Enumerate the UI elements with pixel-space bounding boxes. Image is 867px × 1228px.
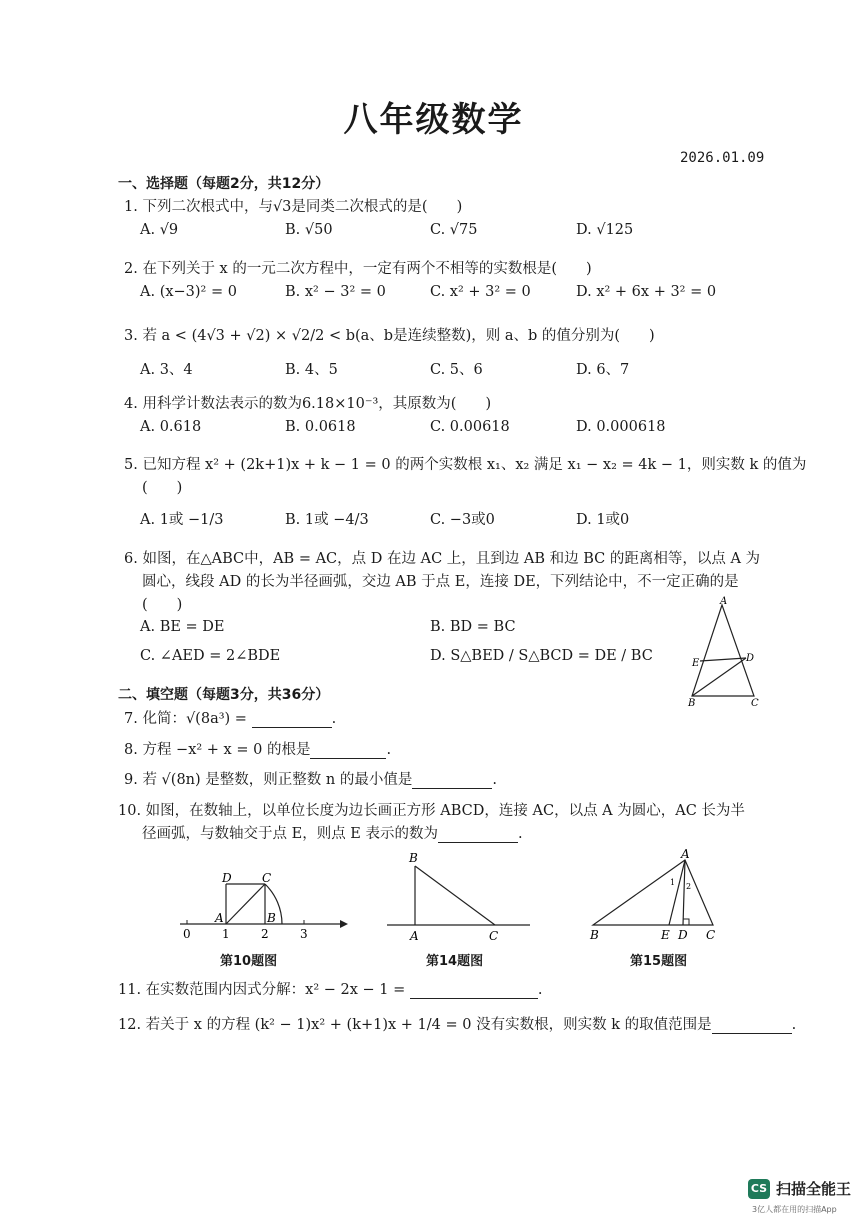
q6-label-a: A bbox=[720, 596, 728, 607]
fig14-label-a: A bbox=[410, 929, 419, 943]
fig10-label-c: C bbox=[262, 871, 272, 885]
q3-option-c: C. 5、6 bbox=[430, 362, 483, 378]
q6-label-c: C bbox=[751, 698, 759, 707]
question-3: 3. 若 a < (4√3 + √2) × √2/2 < b(a、b是连续整数)，则 a、b 的值分别为( ) bbox=[124, 328, 655, 344]
fig14-label-b: B bbox=[409, 851, 418, 865]
scanner-watermark bbox=[748, 1178, 851, 1199]
q12-blank bbox=[712, 1019, 792, 1034]
q5-option-c: C. −3或0 bbox=[430, 512, 495, 528]
question-11: 11. 在实数范围内因式分解：x² − 2x − 1 = . bbox=[118, 982, 543, 998]
q4-option-a: A. 0.618 bbox=[140, 419, 202, 435]
q4-option-d: D. 0.000618 bbox=[576, 419, 666, 435]
exam-date: 2026.01.09 bbox=[680, 150, 765, 166]
q3-option-b: B. 4、5 bbox=[285, 362, 338, 378]
question-2: 2. 在下列关于 x 的一元二次方程中，一定有两个不相等的实数根是( ) bbox=[124, 261, 592, 277]
fig10-tick-2: 2 bbox=[261, 927, 269, 941]
fig10-caption: 第10题图 bbox=[220, 954, 278, 969]
q6-option-b: B. BD = BC bbox=[430, 619, 516, 635]
fig15-angle-2: 2 bbox=[686, 882, 692, 891]
question-5: 5. 已知方程 x² + (2k+1)x + k − 1 = 0 的两个实数根 x₁、x₂ 满足 x₁ − x₂ = 4k − 1，则实数 k 的值为 bbox=[124, 457, 807, 473]
fig15-label-a: A bbox=[681, 847, 690, 861]
q6-label-b: B bbox=[688, 698, 696, 707]
question-8: 8. 方程 −x² + x = 0 的根是 . bbox=[124, 742, 392, 758]
q6-label-e: E bbox=[692, 658, 700, 669]
question-6-paren: ( ) bbox=[142, 597, 183, 613]
fig15-label-c: C bbox=[706, 928, 716, 942]
q1-option-a: A. √9 bbox=[140, 222, 179, 238]
scanner-app-name: 扫描全能王 bbox=[776, 1180, 852, 1198]
fig15-triangle bbox=[585, 845, 725, 943]
q11-blank bbox=[410, 984, 538, 999]
question-12: 12. 若关于 x 的方程 (k² − 1)x² + (k+1)x + 1/4 = 0 没有实数根，则实数 k 的取值范围是 . bbox=[118, 1017, 797, 1033]
q5-option-d: D. 1或0 bbox=[576, 512, 630, 528]
q6-option-c: C. ∠AED = 2∠BDE bbox=[140, 648, 281, 664]
page-title: 八年级数学 bbox=[343, 100, 524, 140]
question-6-line2: 圆心，线段 AD 的长为半径画弧，交边 AB 于点 E，连接 DE，下列结论中，不一定正确的是 bbox=[142, 574, 739, 590]
question-1: 1. 下列二次根式中，与√3是同类二次根式的是( ) bbox=[124, 199, 463, 215]
fig10-label-b: B bbox=[267, 911, 276, 925]
q3-option-a: A. 3、4 bbox=[140, 362, 193, 378]
fig10-label-a: A bbox=[215, 911, 224, 925]
q2-option-d: D. x² + 6x + 3² = 0 bbox=[576, 284, 717, 300]
q7-blank bbox=[252, 713, 332, 728]
fig14-label-c: C bbox=[489, 929, 499, 943]
fig10-label-d: D bbox=[222, 871, 232, 885]
question-6: 6. 如图，在△ABC中，AB = AC，点 D 在边 AC 上，且到边 AB 和边 BC 的距离相等，以点 A 为 bbox=[124, 551, 761, 567]
q9-blank bbox=[412, 774, 492, 789]
q4-option-b: B. 0.0618 bbox=[285, 419, 356, 435]
section-fill-heading: 二、填空题（每题3分，共36分） bbox=[118, 687, 330, 703]
fig15-label-d: D bbox=[678, 928, 688, 942]
fig10-number-line bbox=[172, 868, 352, 946]
q6-label-d: D bbox=[746, 653, 755, 664]
question-5-paren: ( ) bbox=[142, 480, 183, 496]
fig14-triangle bbox=[385, 848, 535, 943]
q5-option-b: B. 1或 −4/3 bbox=[285, 512, 369, 528]
fig10-tick-0: 0 bbox=[183, 927, 191, 941]
fig10-tick-1: 1 bbox=[222, 927, 230, 941]
q6-option-d: D. S△BED / S△BCD = DE / BC bbox=[430, 648, 653, 664]
question-4: 4. 用科学计数法表示的数为6.18×10⁻³，其原数为( ) bbox=[124, 396, 492, 412]
q6-option-a: A. BE = DE bbox=[140, 619, 225, 635]
question-10: 10. 如图，在数轴上，以单位长度为边长画正方形 ABCD，连接 AC，以点 A 为圆心，AC 长为半 bbox=[118, 803, 745, 819]
fig15-angle-1: 1 bbox=[670, 878, 676, 887]
q2-option-b: B. x² − 3² = 0 bbox=[285, 284, 386, 300]
q10-blank bbox=[438, 828, 518, 843]
q3-option-d: D. 6、7 bbox=[576, 362, 630, 378]
question-9: 9. 若 √(8n) 是整数，则正整数 n 的最小值是 . bbox=[124, 772, 497, 788]
scanner-slogan: 3亿人都在用的扫描App bbox=[752, 1205, 837, 1214]
fig15-label-b: B bbox=[590, 928, 599, 942]
section-choice-heading: 一、选择题（每题2分，共12分） bbox=[118, 176, 330, 192]
q8-blank bbox=[310, 744, 386, 759]
q2-option-a: A. (x−3)² = 0 bbox=[140, 284, 237, 300]
q5-option-a: A. 1或 −1/3 bbox=[140, 512, 224, 528]
q6-triangle-figure bbox=[682, 595, 762, 707]
q1-option-b: B. √50 bbox=[285, 222, 333, 238]
question-10-line2: 径画弧，与数轴交于点 E，则点 E 表示的数为 . bbox=[142, 826, 523, 842]
q2-option-c: C. x² + 3² = 0 bbox=[430, 284, 531, 300]
fig10-tick-3: 3 bbox=[300, 927, 308, 941]
fig15-caption: 第15题图 bbox=[630, 954, 688, 969]
q1-option-c: C. √75 bbox=[430, 222, 478, 238]
fig14-caption: 第14题图 bbox=[426, 954, 484, 969]
q1-option-d: D. √125 bbox=[576, 222, 634, 238]
q4-option-c: C. 0.00618 bbox=[430, 419, 510, 435]
scanner-logo-icon: CS bbox=[748, 1179, 770, 1199]
fig15-label-e: E bbox=[661, 928, 670, 942]
question-7: 7. 化简：√(8a³) = . bbox=[124, 711, 337, 727]
